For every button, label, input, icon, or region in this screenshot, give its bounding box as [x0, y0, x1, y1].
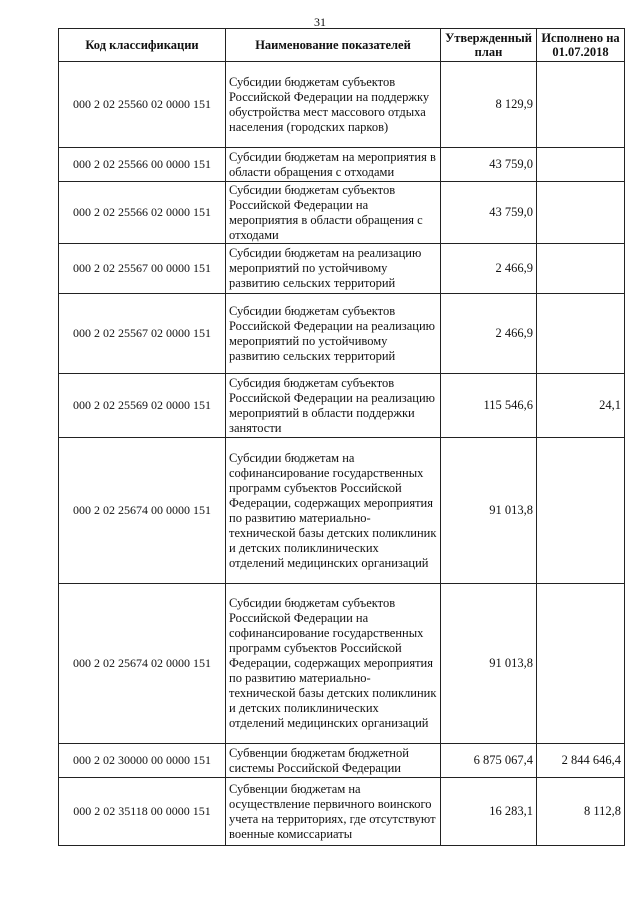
cell-name: Субсидии бюджетам субъектов Российской Федерации на софинансирование государственных программ субъектов Российской Федерации, содержащих мероприятия по развитию материально-технической базы детских поликлиник и детских поликлинических отделений медицинских организаций — [226, 584, 441, 744]
cell-code: 000 2 02 25560 02 0000 151 — [59, 62, 226, 148]
cell-name: Субсидии бюджетам субъектов Российской Федерации на реализацию мероприятий по устойчивому развитию сельских территорий — [226, 294, 441, 374]
cell-done — [537, 584, 625, 744]
cell-plan: 16 283,1 — [441, 778, 537, 846]
cell-plan: 91 013,8 — [441, 438, 537, 584]
header-code: Код классификации — [59, 29, 226, 62]
header-done: Исполнено на 01.07.2018 — [537, 29, 625, 62]
cell-done — [537, 438, 625, 584]
cell-done: 24,1 — [537, 374, 625, 438]
header-name: Наименование показателей — [226, 29, 441, 62]
table-header-row — [59, 29, 625, 62]
cell-name: Субсидия бюджетам субъектов Российской Федерации на реализацию мероприятий в области поддержки занятости — [226, 374, 441, 438]
table-row — [59, 744, 625, 778]
table-row — [59, 294, 625, 374]
cell-done — [537, 148, 625, 182]
cell-name: Субсидии бюджетам на софинансирование государственных программ субъектов Российской Федерации, содержащих мероприятия по развитию материально-технической базы детских поликлиник и детских поликлинических отделений медицинских организаций — [226, 438, 441, 584]
cell-code: 000 2 02 25674 02 0000 151 — [59, 584, 226, 744]
cell-plan: 2 466,9 — [441, 244, 537, 294]
table-row — [59, 584, 625, 744]
budget-table — [58, 28, 625, 846]
cell-plan: 2 466,9 — [441, 294, 537, 374]
cell-plan: 43 759,0 — [441, 182, 537, 244]
cell-name: Субсидии бюджетам субъектов Российской Федерации на поддержку обустройства мест массового отдыха населения (городских парков) — [226, 62, 441, 148]
cell-code: 000 2 02 25674 00 0000 151 — [59, 438, 226, 584]
table-row — [59, 438, 625, 584]
table-row — [59, 182, 625, 244]
cell-plan: 6 875 067,4 — [441, 744, 537, 778]
cell-code: 000 2 02 25566 00 0000 151 — [59, 148, 226, 182]
table-row — [59, 62, 625, 148]
cell-plan: 91 013,8 — [441, 584, 537, 744]
cell-code: 000 2 02 25566 02 0000 151 — [59, 182, 226, 244]
table-row — [59, 148, 625, 182]
cell-name: Субвенции бюджетам на осуществление первичного воинского учета на территориях, где отсутствуют военные комиссариаты — [226, 778, 441, 846]
cell-code: 000 2 02 25567 00 0000 151 — [59, 244, 226, 294]
page-number: 31 — [314, 15, 326, 29]
cell-name: Субвенции бюджетам бюджетной системы Российской Федерации — [226, 744, 441, 778]
table-row — [59, 374, 625, 438]
cell-done — [537, 62, 625, 148]
cell-code: 000 2 02 35118 00 0000 151 — [59, 778, 226, 846]
cell-done: 2 844 646,4 — [537, 744, 625, 778]
cell-plan: 43 759,0 — [441, 148, 537, 182]
table-row — [59, 244, 625, 294]
cell-code: 000 2 02 25567 02 0000 151 — [59, 294, 226, 374]
cell-plan: 8 129,9 — [441, 62, 537, 148]
cell-name: Субсидии бюджетам на реализацию мероприятий по устойчивому развитию сельских территорий — [226, 244, 441, 294]
header-plan: Утвержденный план — [441, 29, 537, 62]
cell-code: 000 2 02 25569 02 0000 151 — [59, 374, 226, 438]
cell-name: Субсидии бюджетам на мероприятия в области обращения с отходами — [226, 148, 441, 182]
cell-done: 8 112,8 — [537, 778, 625, 846]
cell-done — [537, 294, 625, 374]
cell-name: Субсидии бюджетам субъектов Российской Федерации на мероприятия в области обращения с отходами — [226, 182, 441, 244]
cell-code: 000 2 02 30000 00 0000 151 — [59, 744, 226, 778]
cell-plan: 115 546,6 — [441, 374, 537, 438]
cell-done — [537, 182, 625, 244]
cell-done — [537, 244, 625, 294]
table-row — [59, 778, 625, 846]
